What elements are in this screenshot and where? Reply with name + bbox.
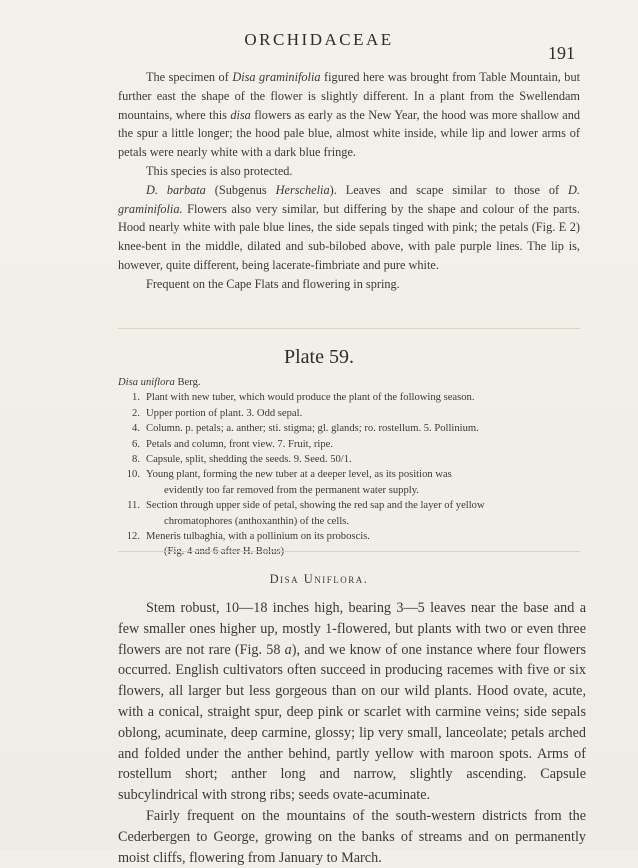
legend-item-number: 6.	[132, 438, 140, 450]
species-description	[118, 598, 586, 868]
legend-item-text: Meneris tulbaghia, with a pollinium on its proboscis.	[146, 531, 370, 543]
legend-item	[118, 421, 586, 436]
legend-species: Disa uniflora Berg.	[118, 377, 201, 388]
legend-item	[118, 390, 586, 405]
legend-item-continuation: (Fig. 4 and 6 after H. Bolus)	[164, 546, 285, 558]
legend-item-continuation: chromatophores (anthoxanthin) of the cells.	[164, 515, 350, 527]
legend-item	[118, 529, 586, 544]
paragraph-graminifolia: The specimen of Disa graminifolia figured here was brought from Table Mountain, but further east the shape of the flower is slightly different. In a plant from the Swellendam mountains, where this disa flowers as early as the New Year, the hood was more shallow and the spur a little longer; the hood pale blue, almost white inside, while lip and lower arms of petals were nearly white with a dark blue fringe.	[118, 70, 581, 160]
divider-bottom	[118, 551, 580, 552]
legend-item	[118, 437, 586, 452]
disa-graminifolia-text	[118, 68, 580, 294]
legend-item-text: Young plant, forming the new tuber at a deeper level, as its position was	[146, 469, 452, 481]
legend-item-continuation: evidently too far removed from the permanent water supply.	[164, 484, 419, 496]
legend-item-number: 8.	[132, 454, 140, 466]
distribution-paragraph: Fairly frequent on the mountains of the south-western districts from the Cederbergen to George, growing on the banks of streams and on permanently moist cliffs, flowering from January to March.	[118, 807, 586, 866]
legend-item-number: 2.	[132, 407, 140, 419]
paragraph-barbata: D. barbata (Subgenus Herschelia). Leaves and scape similar to those of D. graminifolia. Flowers also very similar, but differing by the shape and colour of the parts. Hood nearly white with pale blue lines, the side sepals tinged with pink; the petals (Fig. E 2) knee-bent in the middle, dilated and sub-bilobed above, with pale purple lines. The lip is, however, quite different, being lacerate-fimbriate and pure white.	[118, 182, 581, 272]
divider-top	[118, 328, 580, 329]
legend-item	[118, 452, 586, 467]
legend-item-number: 12.	[126, 531, 140, 543]
legend-item-text: Petals and column, front view. 7. Fruit, ripe.	[146, 438, 334, 450]
paragraph-frequent: Frequent on the Cape Flats and flowering in spring.	[146, 276, 400, 291]
legend-item-number: 4.	[132, 423, 140, 435]
species-heading: Disa Uniflora.	[269, 572, 369, 586]
legend-item-text: Column. p. petals; a. anther; sti. stigma; gl. glands; ro. rostellum. 5. Pollinium.	[146, 423, 479, 435]
plate-legend	[118, 375, 586, 560]
legend-item	[118, 406, 586, 421]
legend-item-text: Section through upper side of petal, showing the red sap and the layer of yellow	[146, 500, 485, 512]
legend-item-text: Plant with new tuber, which would produce the plant of the following season.	[146, 392, 475, 404]
description-paragraph: Stem robust, 10—18 inches high, bearing 3—5 leaves near the base and a few smaller ones higher up, mostly 1-flowered, but plants with two or even three flowers are not rare (Fig. 58 a), and we know of one instance where four flowers occurred. English cultivators often succeed in producing racemes with five or six flowers, all larger but less gorgeous than on our wild plants. Hood ovate, acute, with a conical, straight spur, deep pink or scarlet with carmine veins; side sepals oblong, acuminate, deep carmine, glossy; lip very small, lanceolate; petals arched and folded under the anther behind, partly yellow with maroon spots. Arms of rostellum short; anther long and narrow, slightly ascending. Capsule subcylindrical with strong ribs; seeds ovate-acuminate.	[118, 600, 586, 804]
page-number: 191	[548, 43, 575, 63]
legend-item-text: Capsule, split, shedding the seeds. 9. Seed. 50/1.	[146, 454, 352, 466]
legend-item-text: Upper portion of plant. 3. Odd sepal.	[146, 407, 303, 419]
legend-item	[118, 467, 586, 482]
plate-title: Plate 59.	[284, 346, 354, 368]
legend-item-number: 11.	[127, 500, 140, 512]
paragraph-protected: This species is also protected.	[146, 163, 293, 178]
running-title: ORCHIDACEAE	[244, 30, 394, 49]
legend-item-number: 1.	[132, 392, 140, 404]
legend-item-number: 10.	[126, 469, 140, 481]
legend-item	[118, 498, 586, 513]
